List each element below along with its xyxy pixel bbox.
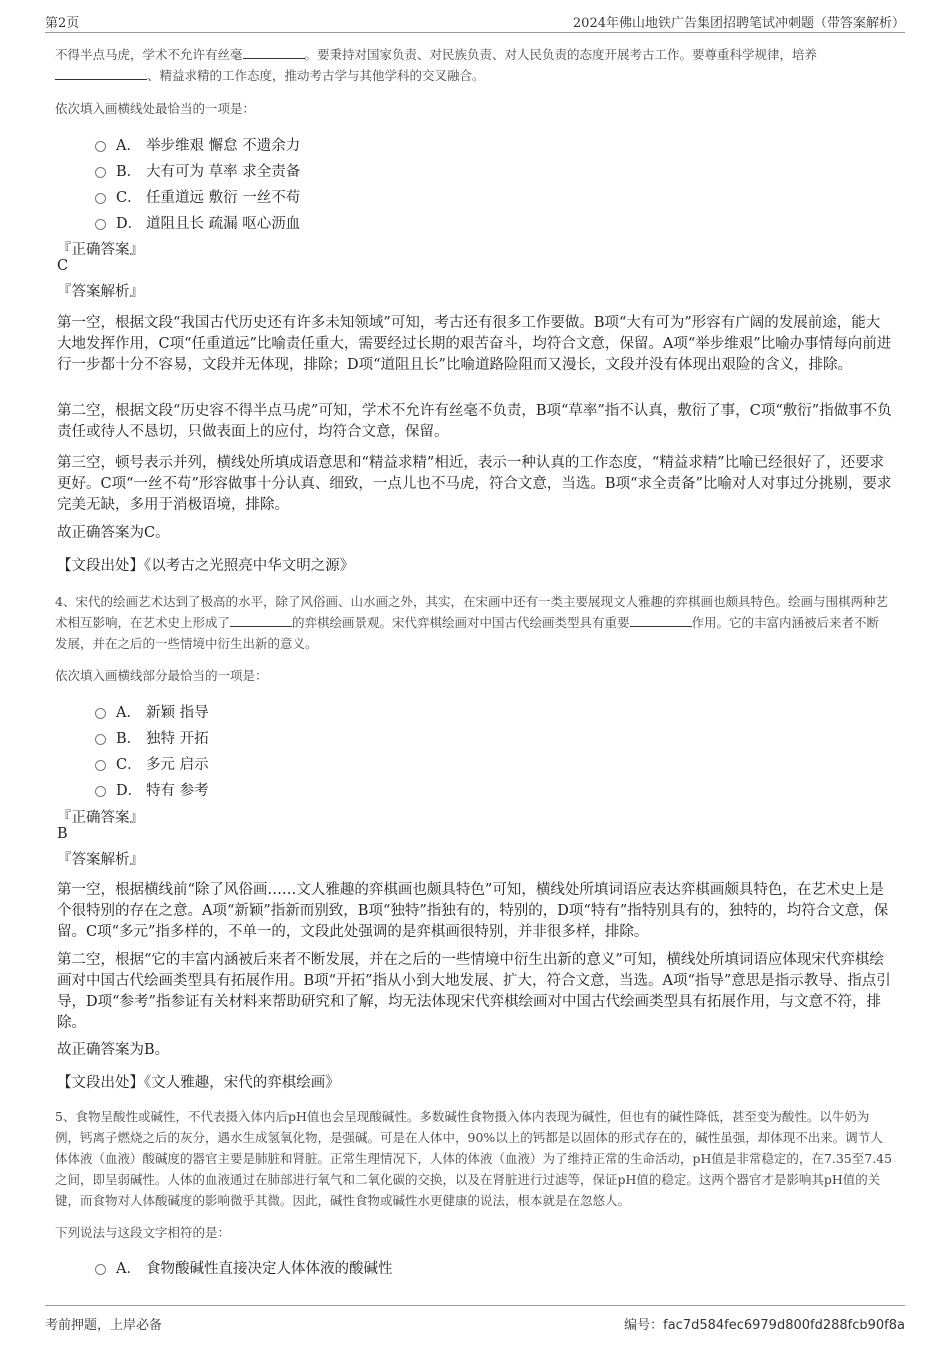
document-title: 2024年佛山地铁广告集团招聘笔试冲刺题（带答案解析） — [572, 16, 905, 31]
q3-option-d[interactable]: D． 道阻且长 疏漏 呕心沥血 — [95, 212, 300, 234]
q5-prompt: 下列说法与这段文字相符的是： — [55, 1225, 231, 1240]
q3-option-a[interactable]: A． 举步维艰 懈怠 不遗余力 — [95, 134, 300, 156]
blank-line — [630, 614, 692, 627]
radio-icon[interactable] — [95, 734, 106, 745]
q4-option-d[interactable]: D． 特有 参考 — [95, 779, 209, 801]
page-header — [45, 12, 905, 33]
q3-analysis-2: 第二空，根据文段“历史容不得半点马虎”可知，学术不允许有丝毫不负责，B项“草率”指不认真，敷衍了事，C项“敷衍”指做事不负责任或待人不恳切，只做表面上的应付，均符合文意，保留。 — [57, 403, 892, 440]
blank-line — [243, 46, 305, 59]
q4-option-b[interactable]: B． 独特 开拓 — [95, 727, 209, 749]
q4-source: 【文段出处】《文人雅趣，宋代的弈棋绘画》 — [57, 1075, 340, 1091]
q4-analysis-2: 第二空，根据“它的丰富内涵被后来者不断发展，并在之后的一些情境中衍生出新的意义”可知，横线处所填词语应体现宋代弈棋绘画对中国古代绘画类型具有拓展作用。B项“开拓”指从小到大地发展、扩大，符合文意，当选。A项“指导”意思是指示教导、指点引导，D项“参考”指参证有关材料来帮助研究和了解，均无法体现宋代弈棋绘画对中国古代绘画类型具有拓展作用，与文意不符，排除。 — [57, 952, 891, 1031]
document-code: 编号：fac7d584fec6979d800fd288fcb90f8a — [624, 1318, 905, 1333]
q4-prompt: 依次填入画横线部分最恰当的一项是： — [55, 668, 268, 683]
q3-answer: C — [57, 258, 69, 274]
q3-answer-label: 『正确答案』 — [57, 242, 144, 258]
radio-icon[interactable] — [95, 1264, 106, 1275]
radio-icon[interactable] — [95, 786, 106, 797]
blank-line — [55, 67, 147, 80]
q3-option-c[interactable]: C． 任重道远 敷衍 一丝不苟 — [95, 186, 300, 208]
page-footer — [45, 1305, 905, 1333]
q4-passage: 4、宋代的绘画艺术达到了极高的水平，除了风俗画、山水画之外，其实，在宋画中还有一类主要展现文人雅趣的弈棋画也颇具特色。绘画与围棋两种艺术相互影响，在艺术史上形成了 的弈棋绘画景观。宋代弈棋绘画对中国古代绘画类型具有重要 作用。它的丰富内涵被后来者不断发展，并在之后的一些情境中衍生出新的意义。 — [55, 594, 888, 651]
q3-passage: 不得半点马虎，学术不允许有丝毫 。要秉持对国家负责、对民族负责、对人民负责的态度开展考古工作。要尊重科学规律，培养、精益求精的工作态度，推动考古学与其他学科的交叉融合。 — [55, 47, 818, 83]
radio-icon[interactable] — [95, 760, 106, 771]
blank-line — [230, 614, 292, 627]
footer-slogan: 考前押题，上岸必备 — [45, 1318, 163, 1333]
q4-option-c[interactable]: C． 多元 启示 — [95, 753, 209, 775]
q4-conclusion: 故正确答案为B。 — [57, 1042, 170, 1058]
q3-option-b[interactable]: B． 大有可为 草率 求全责备 — [95, 160, 300, 182]
page-number: 第2页 — [45, 16, 80, 31]
q4-answer-label: 『正确答案』 — [57, 810, 144, 826]
q5-option-a[interactable]: A． 食物酸碱性直接决定人体体液的酸碱性 — [95, 1257, 393, 1279]
q3-analysis-1: 第一空，根据文段“我国古代历史还有许多未知领域”可知，考古还有很多工作要做。B项“大有可为”形容有广阔的发展前途，能大大地发挥作用，C项“任重道远”比喻责任重大，需要经过长期的艰苦奋斗，均符合文意，保留。A项“举步维艰”比喻办事情每向前进行一步都十分不容易，文段并无体现，排除；D项“道阻且长”比喻道路险阻而又漫长，文段并没有体现出艰险的含义，排除。 — [57, 315, 892, 373]
radio-icon[interactable] — [95, 219, 106, 230]
q3-analysis-label: 『答案解析』 — [57, 284, 144, 300]
q3-prompt: 依次填入画横线处最恰当的一项是： — [55, 101, 256, 116]
q3-analysis-3: 第三空，顿号表示并列，横线处所填成语意思和“精益求精”相近，表示一种认真的工作态度，“精益求精”比喻已经很好了，还要求更好。C项“一丝不苟”形容做事十分认真、细致，一点儿也不马虎，符合文意，当选。B项“求全责备”比喻对人对事过分挑剔，要求完美无缺，多用于消极语境，排除。 — [57, 455, 892, 513]
q4-analysis-1: 第一空，根据横线前“除了风俗画……文人雅趣的弈棋画也颇具特色”可知，横线处所填词语应表达弈棋画颇具特色，在艺术史上是个很特别的存在之意。A项“新颖”指新而别致，B项“独特”指独有的，特别的，D项“特有”指特别具有的，独特的，均符合文意，保留。C项“多元”指多样的，不单一的，文段此处强调的是弈棋画很特别，并非很多样，排除。 — [57, 882, 889, 940]
q4-option-a[interactable]: A． 新颖 指导 — [95, 701, 209, 723]
radio-icon[interactable] — [95, 141, 106, 152]
radio-icon[interactable] — [95, 708, 106, 719]
radio-icon[interactable] — [95, 167, 106, 178]
q4-answer: B — [57, 826, 68, 842]
radio-icon[interactable] — [95, 193, 106, 204]
q3-source: 【文段出处】《以考古之光照亮中华文明之源》 — [57, 558, 355, 574]
q5-passage: 5、食物呈酸性或碱性，不代表摄入体内后pH值也会呈现酸碱性。多数碱性食物摄入体内表现为碱性，但也有的碱性降低，甚至变为酸性。以牛奶为例，钙离子燃烧之后的灰分，遇水生成氢氧化物，是强碱。可是在人体中，90%以上的钙都是以固体的形式存在的，碱性虽强，却体现不出来。调节人体体液（血液）酸碱度的器官主要是肺脏和肾脏。正常生理情况下，人体的体液（血液）为了维持正常的生命活动，pH值是非常稳定的，在7.35至7.45之间，即呈弱碱性。人体的血液通过在肺部进行氧气和二氧化碳的交换，以及在肾脏进行过滤等，保证pH值的稳定。这两个器官才是影响其pH值的关键，而食物对人体酸碱度的影响微乎其微。因此，碱性食物或碱性水更健康的说法，根本就是在忽悠人。 — [55, 1109, 893, 1208]
q4-analysis-label: 『答案解析』 — [57, 852, 144, 868]
q3-conclusion: 故正确答案为C。 — [57, 525, 170, 541]
